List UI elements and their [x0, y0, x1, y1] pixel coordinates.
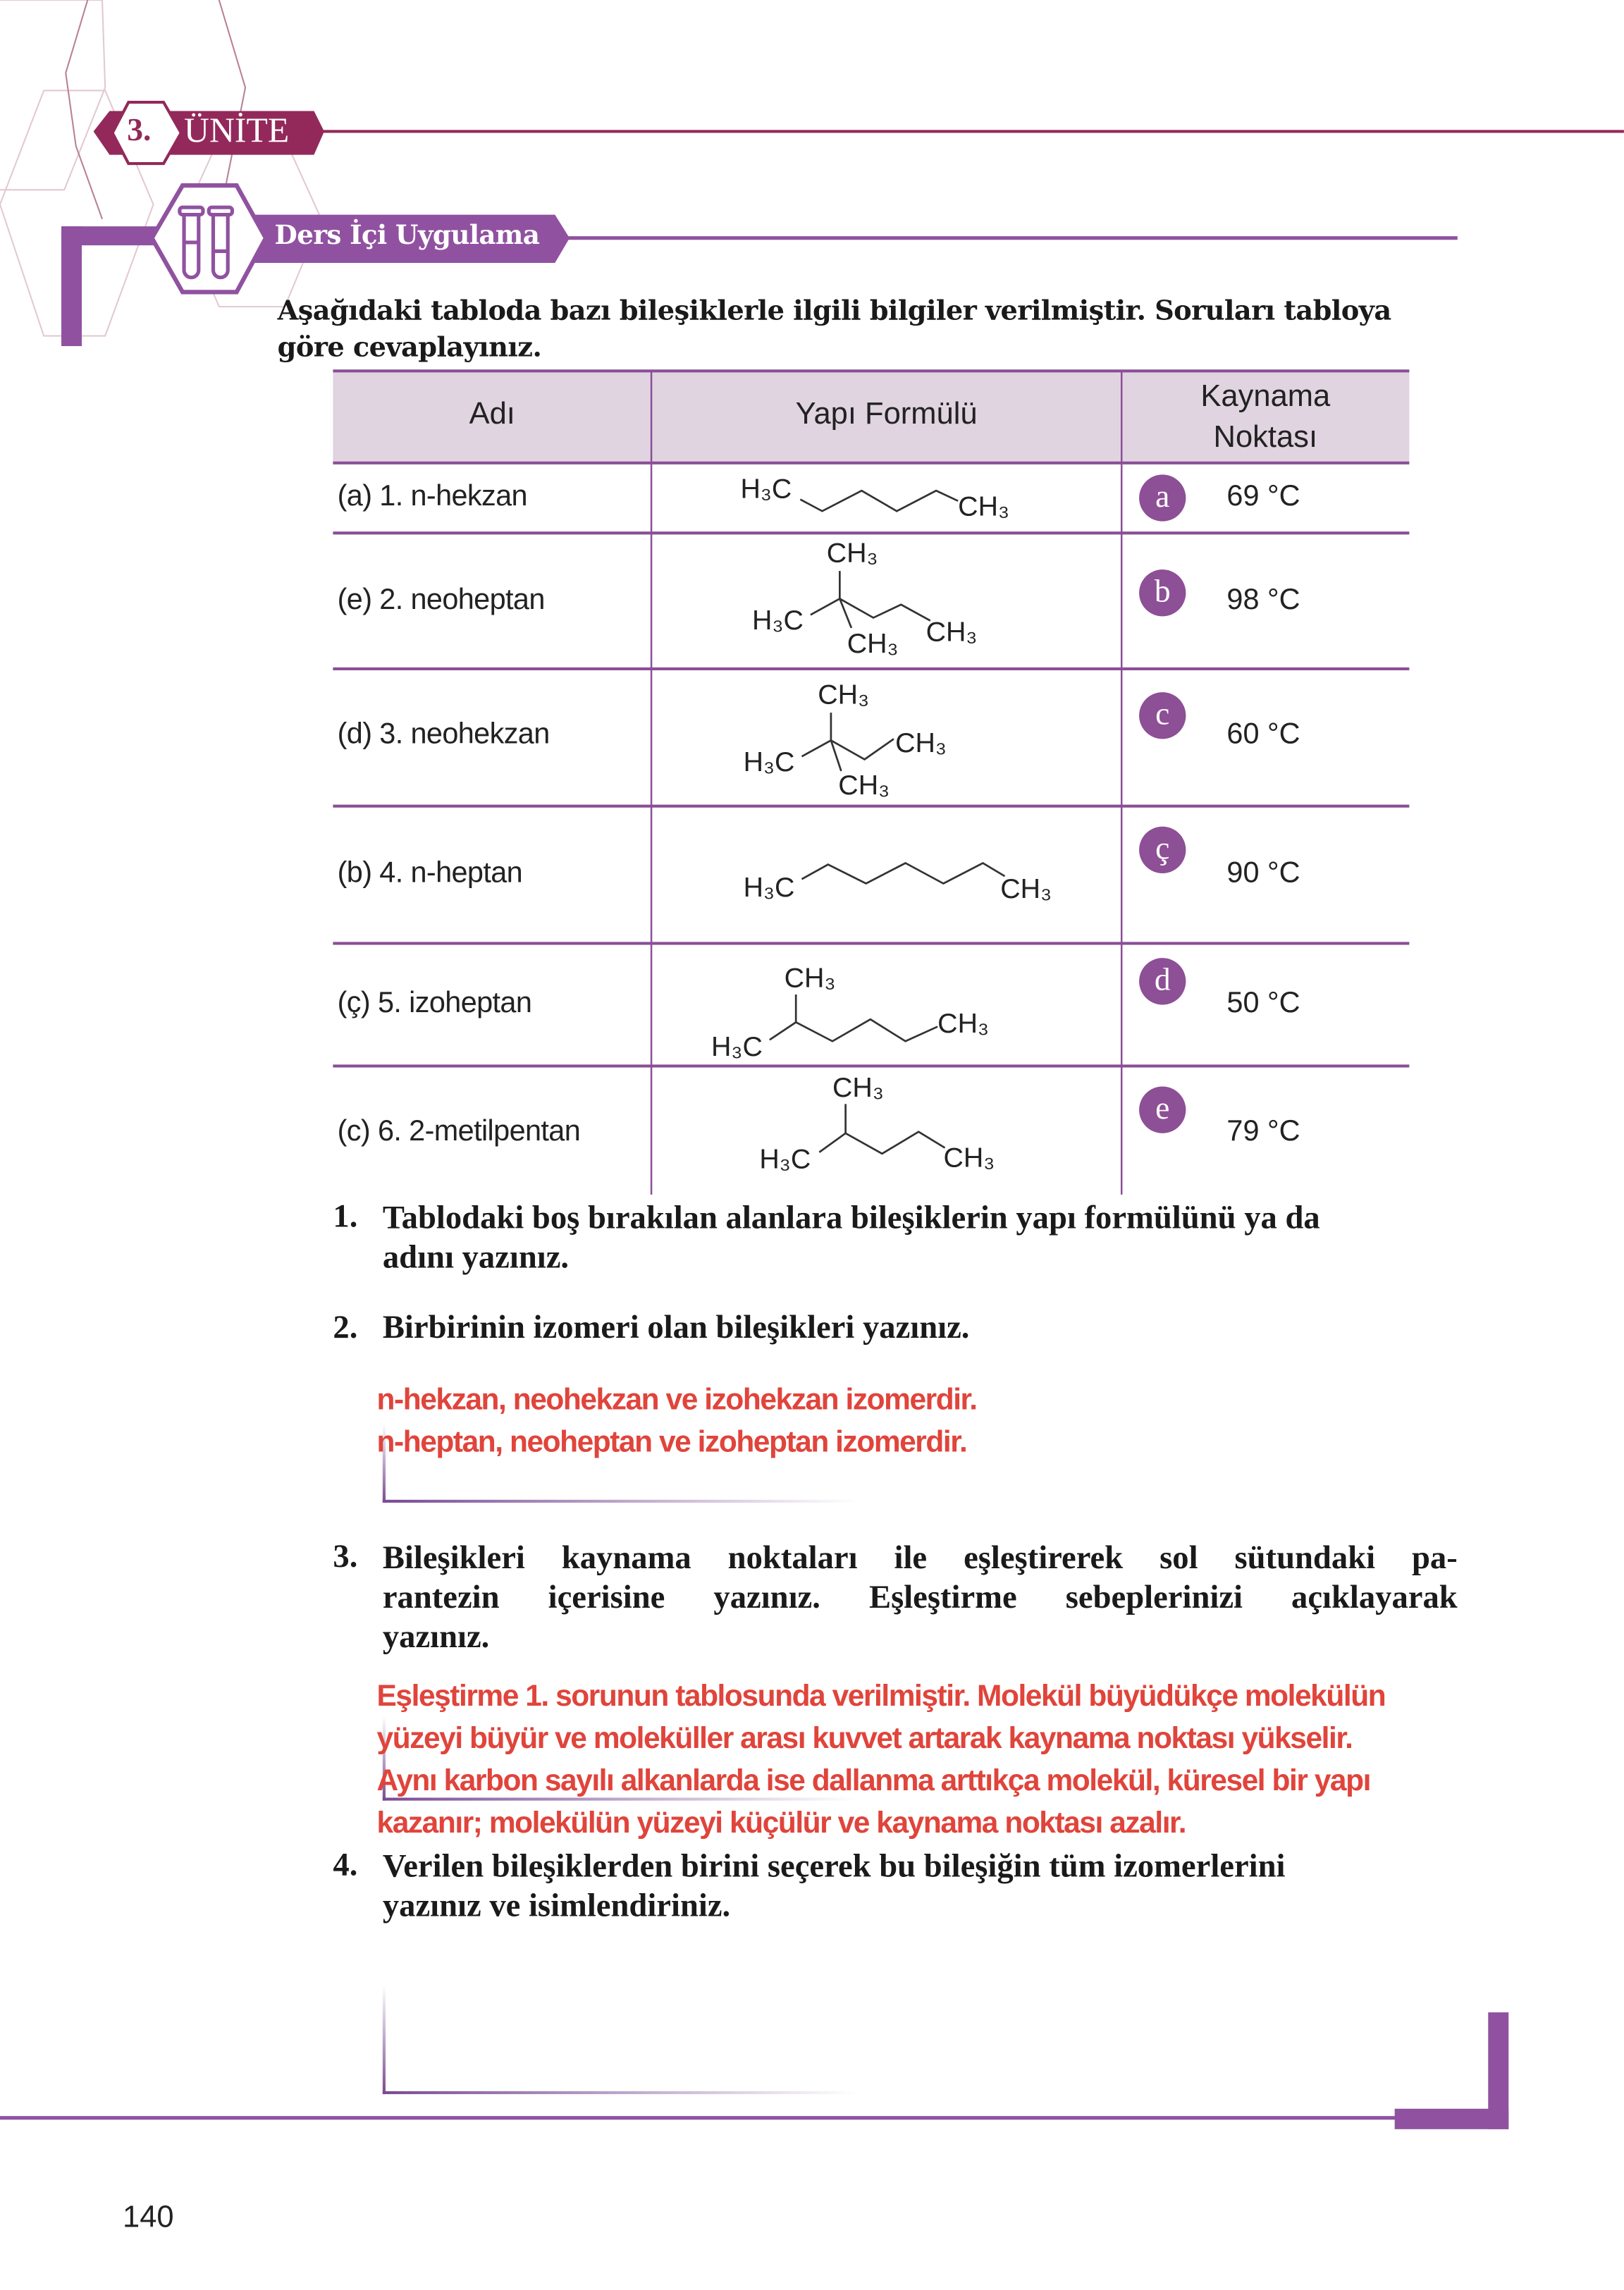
structure-bonds-5 — [770, 1019, 937, 1041]
compound-name: (c) 6. 2-metilpentan — [337, 1115, 581, 1148]
temp-value: 98 — [1226, 584, 1260, 617]
temp-unit: °C — [1267, 1115, 1300, 1148]
boiling-point — [1226, 584, 1300, 618]
temp-unit: °C — [1267, 718, 1300, 751]
answer-line: n-hekzan, neohekzan ve izohekzan izomerdir. — [376, 1383, 977, 1417]
ch3-label: CH₃ — [895, 727, 947, 759]
temp-value: 79 — [1226, 1115, 1260, 1148]
question-line: yazınız ve isimlendiriniz. — [382, 1886, 731, 1923]
compound-name: (e) 2. neoheptan — [337, 584, 545, 617]
structure-labels — [711, 474, 1052, 1175]
question-3-number: 3. — [333, 1537, 358, 1575]
question-line: adını yazınız. — [382, 1238, 570, 1275]
question-4-text — [383, 1846, 1286, 1925]
temp-unit: °C — [1267, 480, 1300, 513]
question-line: rantezin içerisine yazınız. Eşleştirme sebeplerinizi açıklayarak — [382, 1578, 1458, 1615]
h3c-label: H₃C — [743, 872, 795, 904]
question-1-text — [383, 1198, 1320, 1276]
temp-value: 60 — [1226, 718, 1260, 751]
ch3-label: CH₃ — [832, 1071, 884, 1103]
answer-badge: e — [1139, 1086, 1186, 1133]
section-title: Ders İçi Uygulama — [274, 220, 540, 252]
h3c-label: H₃C — [740, 473, 792, 505]
temp-value: 50 — [1226, 987, 1260, 1020]
answer-line: yüzeyi büyür ve moleküller arası kuvvet artarak kaynama noktası yükselir. — [376, 1721, 1353, 1756]
ch3-label: CH₃ — [847, 628, 899, 660]
question-2-number: 2. — [333, 1308, 358, 1346]
ch3-label: CH₃ — [943, 1142, 995, 1174]
structure-bonds-3 — [801, 739, 894, 759]
ch3-label: CH₃ — [784, 962, 836, 994]
intro-line: Aşağıdaki tabloda bazı bileşiklerle ilgili bilgiler verilmiştir. Soruları tabloya — [277, 296, 1391, 328]
answer-line: Eşleştirme 1. sorunun tablosunda verilmiştir. Molekül büyüdükçe molekülün — [376, 1679, 1386, 1713]
unit-number: 3. — [127, 111, 152, 148]
bottom-frame — [0, 2012, 1508, 2129]
question-1-number: 1. — [333, 1197, 358, 1234]
temp-unit: °C — [1267, 584, 1300, 617]
answer-2 — [377, 1379, 977, 1463]
answer-line: kazanır; molekülün yüzeyi küçülür ve kaynama noktası azalır. — [376, 1806, 1186, 1840]
h3c-label: H₃C — [752, 604, 804, 636]
header-bp-line: Noktası — [1213, 420, 1318, 455]
question-line: Bileşikleri kaynama noktaları ile eşleştirerek sol sütundaki pa- — [382, 1539, 1458, 1576]
structure-bonds-4 — [801, 863, 1004, 883]
h3c-label: H₃C — [759, 1143, 811, 1175]
ch3-label: CH₃ — [826, 537, 878, 569]
question-line: Tablodaki boş bırakılan alanlara bileşiklerin yapı formülünü ya da — [382, 1199, 1320, 1236]
compound-name: (d) 3. neohekzan — [337, 718, 550, 751]
ch3-label: CH₃ — [818, 679, 870, 710]
compound-name: (ç) 5. izoheptan — [337, 987, 532, 1020]
question-2-text: Birbirinin izomeri olan bileşikleri yazınız. — [382, 1308, 970, 1346]
boiling-point — [1226, 857, 1300, 891]
compound-name: (a) 1. n-hekzan — [337, 480, 527, 513]
question-4-number: 4. — [333, 1845, 358, 1883]
ch3-label: CH₃ — [958, 491, 1010, 522]
temp-unit: °C — [1267, 857, 1300, 889]
header-formula: Yapı Formülü — [795, 397, 978, 431]
answer-line: n-heptan, neoheptan ve izoheptan izomerdir. — [376, 1425, 967, 1459]
header-boiling-point — [1121, 377, 1409, 459]
unit-label: ÜNİTE — [184, 112, 290, 151]
answer-line: Aynı karbon sayılı alkanlarda ise dallanma arttıkça molekül, küresel bir yapı — [376, 1763, 1370, 1798]
intro-text — [278, 293, 1391, 367]
structure-bonds-6 — [819, 1132, 945, 1154]
h3c-label: H₃C — [711, 1030, 763, 1062]
boiling-point — [1226, 1116, 1300, 1150]
header-name: Adı — [469, 397, 515, 431]
answer-3 — [377, 1675, 1386, 1844]
ch3-label: CH₃ — [838, 770, 890, 801]
compound-name: (b) 4. n-heptan — [337, 857, 523, 889]
intro-line: göre cevaplayınız. — [277, 333, 542, 364]
answer-badge: d — [1139, 958, 1186, 1004]
structure-bonds-1 — [800, 491, 958, 511]
answer-badge: b — [1139, 570, 1186, 616]
boiling-point — [1226, 718, 1300, 752]
answer-badge: c — [1139, 692, 1186, 739]
boiling-point — [1226, 481, 1300, 515]
unit-badge — [94, 102, 1624, 164]
decorative-hexagons — [0, 0, 321, 336]
temp-unit: °C — [1267, 987, 1300, 1020]
page-number: 140 — [123, 2200, 174, 2235]
temp-value: 69 — [1226, 480, 1260, 513]
ch3-label: CH₃ — [925, 616, 978, 648]
header-bp-line: Kaynama — [1200, 379, 1331, 414]
question-3-text — [383, 1538, 1458, 1656]
temp-value: 90 — [1226, 857, 1260, 889]
structure-bonds-2 — [811, 598, 930, 620]
boiling-point — [1226, 987, 1300, 1021]
ch3-label: CH₃ — [1000, 873, 1052, 905]
answer-badge: ç — [1139, 827, 1186, 873]
h3c-label: H₃C — [743, 746, 795, 777]
question-line: yazınız. — [382, 1618, 490, 1655]
ch3-label: CH₃ — [937, 1007, 990, 1039]
question-line: Verilen bileşiklerden birini seçerek bu bileşiğin tüm izomerlerini — [382, 1847, 1286, 1884]
answer-badge: a — [1139, 474, 1186, 521]
